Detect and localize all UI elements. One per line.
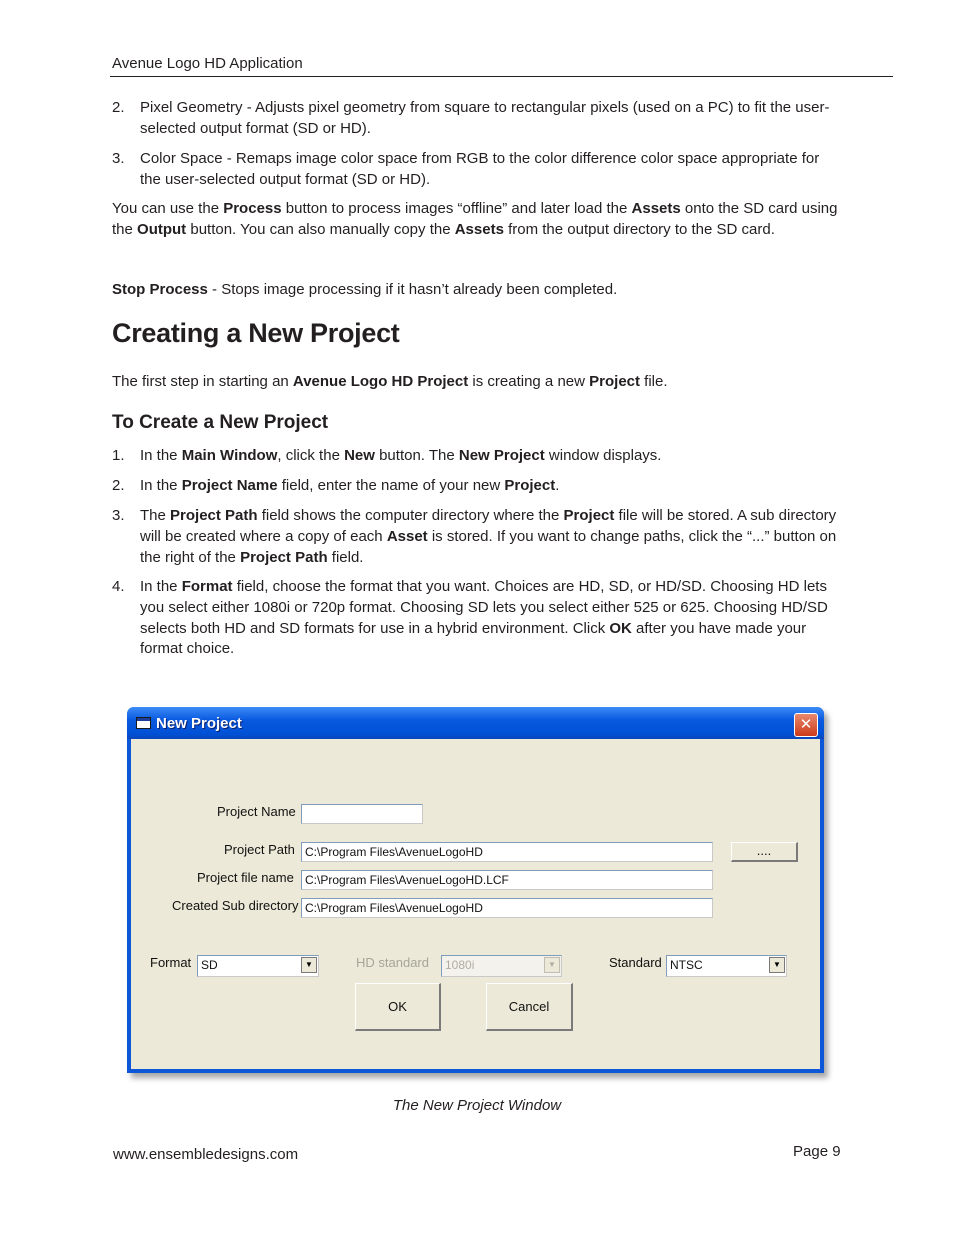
- section-title: Creating a New Project: [112, 318, 400, 348]
- page-number: Page 9: [793, 1143, 841, 1160]
- subsection-title: To Create a New Project: [112, 412, 329, 433]
- project-path-input[interactable]: C:\Program Files\AvenueLogoHD: [301, 842, 713, 862]
- step-number: 3.: [112, 507, 125, 524]
- browse-button[interactable]: ....: [731, 842, 798, 862]
- step-1: In the Main Window, click the New button. The New Project window displays.: [140, 447, 662, 464]
- process-paragraph: You can use the Process button to process images “offline” and later load the Assets onto the SD card using the Output button. You can also manually copy the Assets from the output directory to the SD card.: [112, 200, 838, 238]
- project-name-label: Project Name: [217, 804, 296, 819]
- project-file-name-input[interactable]: C:\Program Files\AvenueLogoHD.LCF: [301, 870, 713, 890]
- new-project-window: [127, 707, 824, 1073]
- list-number: 2.: [112, 99, 125, 116]
- standard-select[interactable]: [666, 955, 787, 977]
- step-4: In the Format field, choose the format that you want. Choices are HD, SD, or HD/SD. Choosing HD lets you select either 1080i or 720p format. Choosing SD lets you select either 525 or 625. Choosing HD/SD selects both HD and SD formats for use in a hybrid environment. Click OK after you have made your format choice.: [140, 578, 828, 658]
- chevron-down-icon[interactable]: ▼: [769, 957, 785, 973]
- hd-standard-value: 1080i: [445, 958, 475, 972]
- window-app-icon: [136, 717, 151, 729]
- intro-paragraph: The first step in starting an Avenue Logo HD Project is creating a new Project file.: [112, 373, 668, 390]
- format-label: Format: [150, 955, 192, 970]
- step-number: 2.: [112, 477, 125, 494]
- figure-caption: The New Project Window: [392, 1097, 562, 1114]
- header-rule: [110, 76, 893, 77]
- stop-process-paragraph: Stop Process - Stops image processing if it hasn’t already been completed.: [112, 281, 618, 298]
- window-client-area: [131, 739, 820, 1069]
- standard-label: Standard: [609, 955, 662, 970]
- sub-directory-label: Created Sub directory: [172, 898, 299, 913]
- chevron-down-icon[interactable]: ▼: [301, 957, 317, 973]
- window-title: New Project: [156, 715, 242, 732]
- hd-standard-select: [441, 955, 562, 977]
- close-button[interactable]: ✕: [794, 713, 818, 737]
- step-2: In the Project Name field, enter the name of your new Project.: [140, 477, 560, 494]
- project-name-input[interactable]: [301, 804, 423, 824]
- project-file-name-label: Project file name: [197, 870, 294, 885]
- project-path-label: Project Path: [224, 842, 295, 857]
- step-3: The Project Path field shows the computer directory where the Project file will be stored. A sub directory will be created where a copy of each Asset is stored. If you want to change paths, click the “...” button on the right of the Project Path field.: [140, 507, 837, 566]
- step-number: 4.: [112, 578, 125, 595]
- footer-url: www.ensembledesigns.com: [113, 1146, 299, 1163]
- ok-button[interactable]: OK: [355, 983, 441, 1031]
- hd-standard-label: HD standard: [356, 955, 429, 970]
- standard-value: NTSC: [670, 958, 703, 972]
- list-item-color-space: Color Space - Remaps image color space from RGB to the color difference color space appropriate for the user-selected output format (SD or HD).: [140, 150, 820, 188]
- list-number: 3.: [112, 150, 125, 167]
- step-number: 1.: [112, 447, 125, 464]
- list-item-pixel-geometry: Pixel Geometry - Adjusts pixel geometry from square to rectangular pixels (used on a PC) to fit the user-selected output format (SD or HD).: [140, 99, 830, 137]
- sub-directory-input[interactable]: C:\Program Files\AvenueLogoHD: [301, 898, 713, 918]
- window-titlebar[interactable]: [127, 707, 824, 739]
- chevron-down-icon: ▼: [544, 957, 560, 973]
- running-header: Avenue Logo HD Application: [112, 55, 303, 72]
- cancel-button[interactable]: Cancel: [486, 983, 573, 1031]
- format-value: SD: [201, 958, 218, 972]
- format-select[interactable]: [197, 955, 319, 977]
